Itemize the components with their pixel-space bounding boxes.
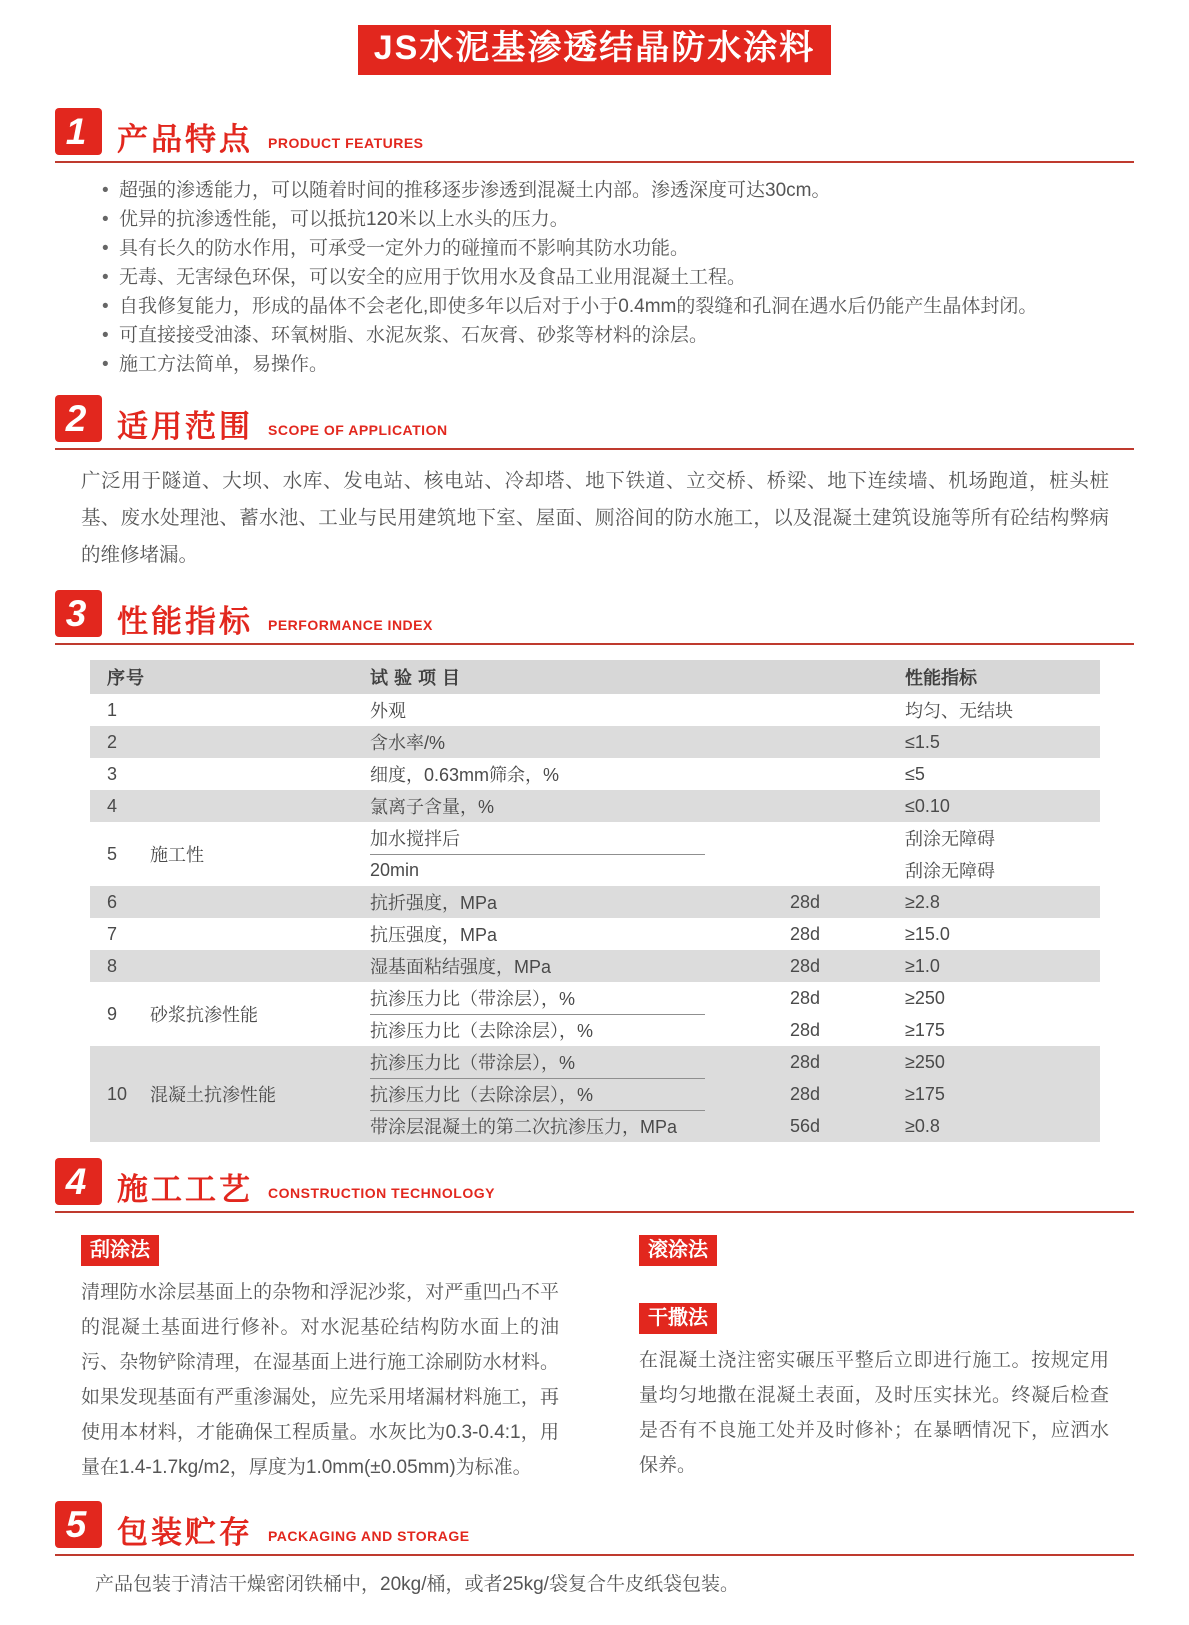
table-subrows	[370, 1046, 1100, 1142]
section-number-badge: 2	[55, 395, 102, 442]
method-text-scrape: 清理防水涂层基面上的杂物和浮泥沙浆，对严重凹凸不平的混凝土基面进行修补。对水泥基砼结构防水面上的油污、杂物铲除清理，在湿基面上进行施工涂刷防水材料。如果发现基面有严重渗漏处，应先采用堵漏材料施工，再使用本材料，才能确保工程质量。水灰比为0.3-0.4:1，用量在1.4-1.7kg/m2，厚度为1.0mm(±0.05mm)为标准。	[81, 1282, 559, 1479]
section-performance-header	[55, 590, 1134, 645]
table-subrow	[370, 1078, 1100, 1110]
cell-test-item: 外观	[370, 701, 406, 722]
cell-test-item: 带涂层混凝土的第二次抗渗压力，MPa	[370, 1117, 678, 1138]
cell-index-value: ≥2.8	[905, 891, 940, 912]
table-subrow	[370, 726, 1100, 758]
section-features-header	[55, 108, 1134, 163]
cell-index-value: 均匀、无结块	[905, 701, 1013, 722]
scrape-coating-method-block	[81, 1235, 559, 1485]
table-subrows	[370, 982, 1100, 1046]
table-subrows	[370, 726, 1100, 758]
section-performance	[0, 590, 1189, 1142]
feature-bullet: • 具有长久的防水作用，可承受一定外力的碰撞而不影响其防水功能。	[100, 234, 1149, 263]
cell-index-value: ≤1.5	[905, 731, 940, 752]
table-row	[90, 758, 1100, 790]
cell-curing-age: 28d	[790, 987, 821, 1008]
cell-group-name: 砂浆抗渗性能	[150, 1005, 258, 1026]
cell-index-value: ≥250	[905, 1051, 945, 1072]
section-scope-header	[55, 395, 1134, 450]
cell-curing-age: 28d	[790, 955, 821, 976]
section-title: 适用范围	[117, 409, 253, 445]
table-subrow	[370, 950, 1100, 982]
cell-test-item: 抗渗压力比（带涂层），%	[370, 989, 576, 1010]
section-number-badge: 5	[55, 1501, 102, 1548]
table-row	[90, 886, 1100, 918]
cell-test-item: 加水搅拌后	[370, 829, 460, 850]
table-subrows	[370, 790, 1100, 822]
cell-serial: 6	[107, 891, 118, 912]
cell-index-value: ≥15.0	[905, 923, 950, 944]
cell-serial: 7	[107, 923, 118, 944]
cell-curing-age: 28d	[790, 1051, 821, 1072]
page-title: JS水泥基渗透结晶防水涂料	[358, 25, 832, 75]
method-label-roll: 滚涂法	[639, 1235, 717, 1266]
table-row	[90, 790, 1100, 822]
section-construction-header	[55, 1158, 1134, 1213]
cell-index-value: ≤0.10	[905, 795, 950, 816]
table-subrow	[370, 822, 1100, 854]
table-row	[90, 726, 1100, 758]
section-number-badge: 1	[55, 108, 102, 155]
table-subrow	[370, 1014, 1100, 1046]
construction-columns	[81, 1235, 1109, 1485]
feature-bullet: • 自我修复能力，形成的晶体不会老化,即使多年以后对于小于0.4mm的裂缝和孔洞在遇水后仍能产生晶体封闭。	[100, 292, 1149, 321]
cell-test-item: 氯离子含量，%	[370, 797, 495, 818]
cell-test-item: 抗渗压力比（带涂层），%	[370, 1053, 576, 1074]
table-subrows	[370, 886, 1100, 918]
table-subrows	[370, 758, 1100, 790]
method-label-dry-sprinkle: 干撒法	[639, 1303, 717, 1334]
table-subrows	[370, 822, 1100, 886]
section-packaging	[0, 1501, 1189, 1599]
cell-serial: 10	[107, 1083, 128, 1104]
cell-index-value: ≥175	[905, 1083, 945, 1104]
section-subtitle: CONSTRUCTION TECHNOLOGY	[268, 1185, 495, 1202]
section-number-badge: 3	[55, 590, 102, 637]
cell-test-item: 抗压强度，MPa	[370, 925, 498, 946]
roll-and-dry-method-block	[639, 1235, 1109, 1485]
section-subtitle: SCOPE OF APPLICATION	[268, 422, 448, 439]
scope-paragraph: 广泛用于隧道、大坝、水库、发电站、核电站、冷却塔、地下铁道、立交桥、桥梁、地下连续墙、机场跑道，桩头桩基、废水处理池、蓄水池、工业与民用建筑地下室、屋面、厕浴间的防水施工，以及混凝土建筑设施等所有砼结构弊病的维修堵漏。	[81, 470, 1109, 567]
cell-index-value: 刮涂无障碍	[905, 861, 995, 882]
feature-bullet: • 施工方法简单，易操作。	[100, 350, 1149, 379]
cell-serial: 8	[107, 955, 118, 976]
feature-bullet: • 无毒、无害绿色环保，可以安全的应用于饮用水及食品工业用混凝土工程。	[100, 263, 1149, 292]
cell-index-value: ≥175	[905, 1019, 945, 1040]
table-subrow	[370, 886, 1100, 918]
table-row	[90, 918, 1100, 950]
cell-serial: 5	[107, 843, 118, 864]
section-features	[0, 108, 1189, 379]
cell-index-value: ≥250	[905, 987, 945, 1008]
table-subrow	[370, 758, 1100, 790]
cell-serial: 9	[107, 1003, 118, 1024]
section-construction	[0, 1158, 1189, 1485]
section-subtitle: PERFORMANCE INDEX	[268, 617, 433, 634]
feature-bullet-list	[0, 176, 1189, 379]
product-spec-sheet	[0, 25, 1189, 1625]
column-header-test-item: 试验项目	[370, 668, 466, 689]
feature-bullet: • 超强的渗透能力，可以随着时间的推移逐步渗透到混凝土内部。渗透深度可达30cm。	[100, 176, 1149, 205]
cell-index-value: ≤5	[905, 763, 925, 784]
cell-curing-age: 56d	[790, 1115, 821, 1136]
cell-test-item: 抗渗压力比（去除涂层），%	[370, 1021, 594, 1042]
column-header-serial: 序号	[107, 668, 145, 689]
cell-serial: 3	[107, 763, 118, 784]
section-title: 产品特点	[117, 122, 253, 158]
cell-serial: 1	[107, 699, 118, 720]
cell-serial: 2	[107, 731, 118, 752]
table-row	[90, 694, 1100, 726]
cell-test-item: 20min	[370, 859, 420, 880]
cell-test-item: 抗渗压力比（去除涂层），%	[370, 1085, 594, 1106]
cell-test-item: 细度，0.63mm筛余，%	[370, 765, 560, 786]
packaging-paragraph: 产品包装于清洁干燥密闭铁桶中，20kg/桶，或者25kg/袋复合牛皮纸袋包装。	[95, 1574, 739, 1596]
method-text-dry-sprinkle: 在混凝土浇注密实碾压平整后立即进行施工。按规定用量均匀地撒在混凝土表面，及时压实抹光。终凝后检查是否有不良施工处并及时修补；在暴晒情况下，应洒水保养。	[639, 1350, 1109, 1477]
table-body	[90, 694, 1100, 1142]
feature-bullet: • 优异的抗渗透性能，可以抵抗120米以上水头的压力。	[100, 205, 1149, 234]
table-subrow	[370, 1110, 1100, 1142]
cell-index-value: ≥0.8	[905, 1115, 940, 1136]
section-number-badge: 4	[55, 1158, 102, 1205]
feature-bullet: • 可直接接受油漆、环氧树脂、水泥灰浆、石灰膏、砂浆等材料的涂层。	[100, 321, 1149, 350]
method-label-scrape: 刮涂法	[81, 1235, 159, 1266]
cell-serial: 4	[107, 795, 118, 816]
cell-index-value: 刮涂无障碍	[905, 829, 995, 850]
section-title: 性能指标	[117, 604, 253, 640]
section-subtitle: PACKAGING AND STORAGE	[268, 1528, 470, 1545]
cell-curing-age: 28d	[790, 923, 821, 944]
table-subrow	[370, 1046, 1100, 1078]
table-subrow	[370, 982, 1100, 1014]
cell-test-item: 含水率/%	[370, 733, 446, 754]
cell-test-item: 抗折强度，MPa	[370, 893, 498, 914]
table-row	[90, 950, 1100, 982]
table-subrow	[370, 854, 1100, 886]
table-row	[90, 982, 1100, 1046]
column-header-index: 性能指标	[905, 668, 977, 689]
table-subrow	[370, 790, 1100, 822]
table-row	[90, 1046, 1100, 1142]
cell-group-name: 施工性	[150, 845, 204, 866]
section-title: 施工工艺	[117, 1172, 253, 1208]
table-row	[90, 822, 1100, 886]
table-subrows	[370, 918, 1100, 950]
section-subtitle: PRODUCT FEATURES	[268, 135, 424, 152]
section-scope	[0, 395, 1189, 574]
table-subrows	[370, 950, 1100, 982]
cell-test-item: 湿基面粘结强度，MPa	[370, 957, 552, 978]
section-title: 包装贮存	[117, 1515, 253, 1551]
cell-group-name: 混凝土抗渗性能	[150, 1085, 276, 1106]
cell-curing-age: 28d	[790, 891, 821, 912]
cell-curing-age: 28d	[790, 1019, 821, 1040]
cell-index-value: ≥1.0	[905, 955, 940, 976]
table-subrows	[370, 694, 1100, 726]
table-subrow	[370, 694, 1100, 726]
table-subrow	[370, 918, 1100, 950]
section-packaging-header	[55, 1501, 1134, 1556]
table-header-row	[90, 660, 1100, 694]
performance-table	[90, 660, 1100, 1142]
cell-curing-age: 28d	[790, 1083, 821, 1104]
